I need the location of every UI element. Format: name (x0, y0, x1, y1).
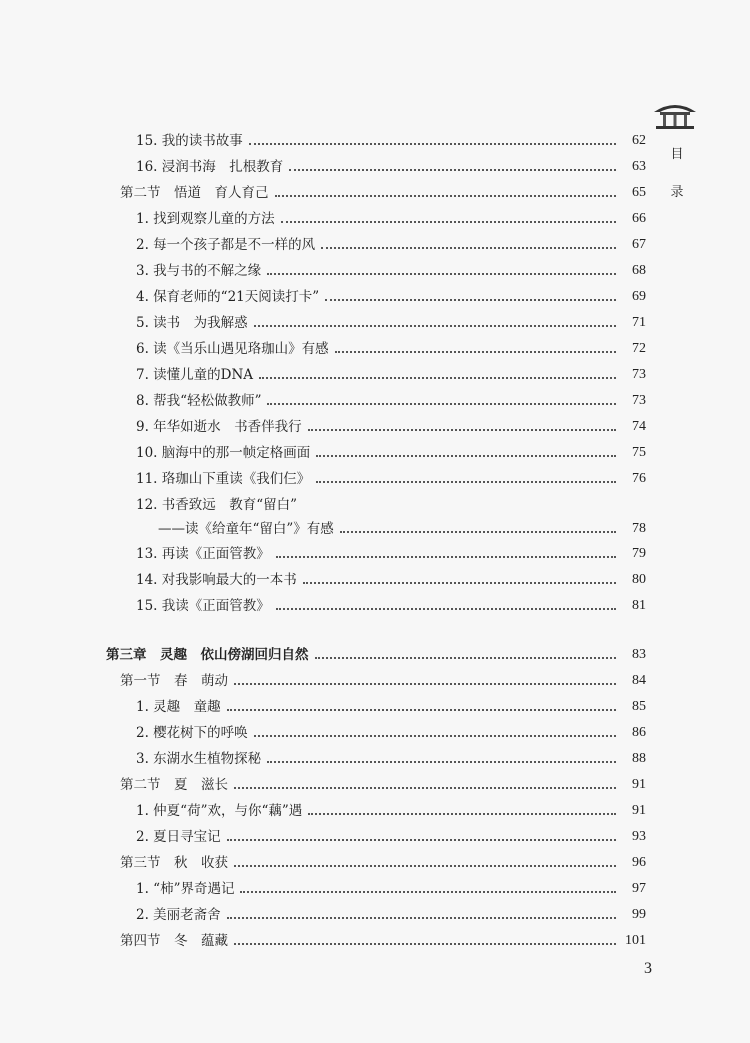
toc-entry-title: 2. 每一个孩子都是不一样的风 (136, 237, 316, 253)
toc-entry[interactable] (136, 876, 646, 898)
toc-entry[interactable] (136, 154, 646, 176)
toc-entry-title: 3. 我与书的不解之缘 (136, 263, 262, 279)
toc-entry-title: 9. 年华如逝水 书香伴我行 (136, 419, 302, 435)
dot-leader (267, 761, 616, 763)
dot-leader (308, 813, 616, 815)
dot-leader (340, 531, 616, 533)
toc-entry-page: 76 (632, 471, 646, 486)
dot-leader (308, 429, 616, 431)
toc-section[interactable] (120, 772, 646, 794)
toc-entry-page: 79 (632, 546, 646, 561)
dot-leader (315, 657, 617, 659)
toc-entry-page: 67 (632, 237, 646, 252)
toc-entry-title: 2. 夏日寻宝记 (136, 829, 221, 845)
toc-entry-page: 99 (632, 907, 646, 922)
dot-leader (234, 683, 616, 685)
toc-entry[interactable] (136, 284, 646, 306)
toc-entry-page: 69 (632, 289, 646, 304)
toc-entry-title: 1. 仲夏“荷”欢，与你“藕”遇 (136, 803, 303, 819)
toc-entry-title: 1. 灵趣 童趣 (136, 699, 221, 715)
dot-leader (234, 943, 616, 945)
dot-leader (321, 247, 616, 249)
dot-leader (259, 377, 616, 379)
toc-section[interactable] (120, 928, 646, 950)
toc-entry[interactable] (136, 798, 646, 820)
toc-section[interactable] (120, 180, 646, 202)
toc-entry-page: 84 (632, 673, 646, 688)
toc-entry-title: 第二节 夏 滋长 (120, 777, 228, 793)
dot-leader (227, 839, 616, 841)
toc-entry[interactable] (136, 541, 646, 563)
toc-entry-page: 62 (632, 133, 646, 148)
toc-entry-page: 97 (632, 881, 646, 896)
toc-entry[interactable] (136, 362, 646, 384)
dot-leader (316, 481, 616, 483)
toc-entry-page: 74 (632, 419, 646, 434)
toc-entry-page: 68 (632, 263, 646, 278)
toc-entry-subtitle[interactable] (158, 516, 646, 538)
toc-chapter[interactable] (106, 642, 646, 664)
toc-entry-title: 第三章 灵趣 依山傍湖回归自然 (106, 647, 309, 663)
toc-entry-title: 第一节 春 萌动 (120, 673, 228, 689)
toc-entry-title: 1. 找到观察儿童的方法 (136, 211, 275, 227)
toc-entry-page: 66 (632, 211, 646, 226)
dot-leader (267, 273, 616, 275)
toc-section[interactable] (120, 850, 646, 872)
dot-leader (227, 917, 616, 919)
toc-entry-page: 63 (632, 159, 646, 174)
toc-entry[interactable] (136, 336, 646, 358)
dot-leader (254, 325, 616, 327)
dot-leader (227, 709, 616, 711)
toc-entry-page: 91 (632, 803, 646, 818)
toc-entry-page: 80 (632, 572, 646, 587)
toc-entry-title: 13. 再读《正面管教》 (136, 546, 270, 562)
toc-entry-title: 第四节 冬 蕴藏 (120, 933, 228, 949)
toc-entry-title: 10. 脑海中的那一帧定格画面 (136, 445, 311, 461)
toc-entry[interactable] (136, 414, 646, 436)
toc-entry[interactable] (136, 694, 646, 716)
toc-entry[interactable] (136, 593, 646, 615)
toc-entry-page: 96 (632, 855, 646, 870)
dot-leader (335, 351, 616, 353)
dot-leader (234, 787, 616, 789)
toc-entry-title: 12. 书香致远 教育“留白” (136, 497, 298, 513)
dot-leader (240, 891, 616, 893)
dot-leader (267, 403, 616, 405)
dot-leader (316, 455, 616, 457)
toc-section[interactable] (120, 668, 646, 690)
toc-entry-title: 2. 美丽老斋舍 (136, 907, 221, 923)
page-number: 3 (644, 960, 652, 977)
toc-entry-title: 3. 东湖水生植物探秘 (136, 751, 262, 767)
toc-entry-page: 85 (632, 699, 646, 714)
toc-entry-page: 72 (632, 341, 646, 356)
toc-entry-page: 88 (632, 751, 646, 766)
toc-entry-title: 5. 读书 为我解惑 (136, 315, 248, 331)
toc-entry-title: 4. 保育老师的“21天阅读打卡” (136, 289, 320, 305)
toc-entry-page: 83 (632, 647, 646, 662)
toc-entry[interactable] (136, 567, 646, 589)
toc-entry-title: 8. 帮我“轻松做教师” (136, 393, 262, 409)
toc-entry-title: 第二节 悟道 育人育己 (120, 185, 269, 201)
toc-entry[interactable] (136, 746, 646, 768)
toc-entry-page: 65 (632, 185, 646, 200)
toc-entry-title: 6. 读《当乐山遇见珞珈山》有感 (136, 341, 329, 357)
toc-entry[interactable] (136, 466, 646, 488)
toc-entry-page: 73 (632, 367, 646, 382)
toc-entry-title: 15. 我读《正面管教》 (136, 598, 270, 614)
dot-leader (303, 582, 616, 584)
toc-entry-title: 11. 珞珈山下重读《我们仨》 (136, 471, 311, 487)
pavilion-emblem-icon (652, 100, 698, 130)
toc-entry-title: 16. 浸润书海 扎根教育 (136, 159, 284, 175)
toc-entry[interactable] (136, 824, 646, 846)
dot-leader (234, 865, 616, 867)
toc-entry-title: 2. 樱花树下的呼唤 (136, 725, 248, 741)
dot-leader (276, 556, 616, 558)
section-side-label: 目录 (670, 147, 684, 200)
toc-entry-title: 15. 我的读书故事 (136, 133, 243, 149)
toc-entry-page: 86 (632, 725, 646, 740)
toc-entry[interactable] (136, 388, 646, 410)
toc-entry-title: ——读《给童年“留白”》有感 (158, 521, 334, 537)
dot-leader (275, 195, 617, 197)
toc-entry[interactable] (136, 128, 646, 150)
dot-leader (249, 143, 616, 145)
toc-entry-title: 1. “柿”界奇遇记 (136, 881, 235, 897)
toc-entry[interactable] (136, 310, 646, 332)
dot-leader (325, 299, 616, 301)
toc-entry-page: 101 (625, 933, 646, 948)
toc-entry[interactable] (136, 902, 646, 924)
toc-entry-page: 75 (632, 445, 646, 460)
toc-entry[interactable] (136, 720, 646, 742)
dot-leader (281, 221, 616, 223)
toc-entry[interactable] (136, 232, 646, 254)
dot-leader (254, 735, 616, 737)
toc-entry[interactable] (136, 440, 646, 462)
dot-leader (289, 169, 616, 171)
toc-entry-page: 81 (632, 598, 646, 613)
toc-entry-title: 14. 对我影响最大的一本书 (136, 572, 297, 588)
toc-entry-page: 93 (632, 829, 646, 844)
toc-entry-title: 第三节 秋 收获 (120, 855, 228, 871)
toc-entry-title: 7. 读懂儿童的DNA (136, 367, 254, 383)
toc-entry-page: 91 (632, 777, 646, 792)
toc-entry-page: 73 (632, 393, 646, 408)
toc-entry[interactable] (136, 258, 646, 280)
toc-entry-page: 71 (632, 315, 646, 330)
toc-entry-page: 78 (632, 521, 646, 536)
dot-leader (276, 608, 616, 610)
toc-entry[interactable] (136, 206, 646, 228)
toc-entry[interactable] (136, 492, 646, 514)
